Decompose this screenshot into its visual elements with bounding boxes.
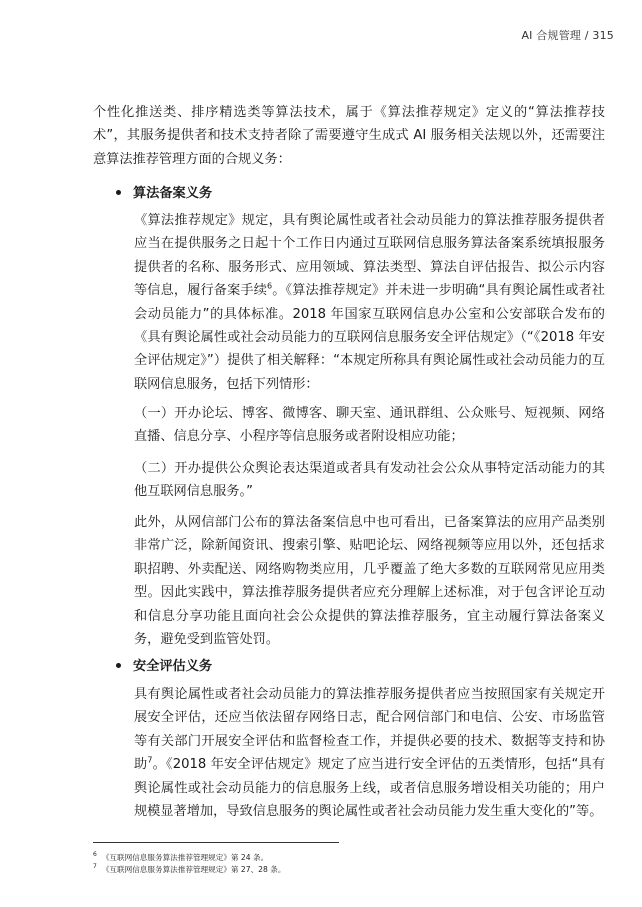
footnote-number: 7 (93, 863, 97, 871)
footnote-number: 6 (93, 851, 97, 859)
section-heading-security-assessment (116, 656, 212, 678)
bullet-icon (116, 190, 121, 195)
bullet-icon (116, 663, 121, 668)
footnote-ref-7[interactable]: 7 (147, 755, 153, 765)
filing-text-part1: 《算法推荐规定》规定，具有舆论属性或者社会动员能力的算法推荐服务提供者应当在提供服务之日起十个工作日内通过互联网信息服务算法备案系统填报服务提供者的名称、服务形式、应用领域、算法类型、算法自评估报告、拟公示内容等信息，履行备案手续 (134, 213, 605, 299)
section-heading-algorithm-filing (116, 183, 212, 205)
footnote-divider (93, 842, 339, 843)
section-heading-label: 算法备案义务 (133, 186, 213, 201)
footnote-7 (93, 865, 285, 875)
list-item-2: （二）开办提供公众舆论表达渠道或者具有发动社会公众从事特定活动能力的其他互联网信息服务。” (134, 461, 605, 500)
footnote-text: 《互联网信息服务算法推荐管理规定》第 27、28 条。 (101, 865, 286, 874)
filing-text-part2: 。《算法推荐规定》并未进一步明确“具有舆论属性或者社会动员能力”的具体标准。2018 年国家互联网信息办公室和公安部联合发布的《具有舆论属性或社会动员能力的互联网信息服务安全评估规定》（“《2018 年安全评估规定》”）提供了相关解释：“本规定所称具有舆论属性或社会动员能力的互联网信息服务，包括下列情形： (134, 283, 605, 392)
assessment-text-part2: 。《2018 年安全评估规定》规定了应当进行安全评估的五类情形，包括“具有舆论属性或社会动员能力的信息服务上线，或者信息服务增设相关功能的；用户规模显著增加，导致信息服务的舆论属性或者社会动员能力发生重大变化的”等。 (134, 757, 606, 820)
section-heading-label: 安全评估义务 (133, 659, 213, 674)
assessment-paragraph (134, 683, 605, 823)
running-header: AI 合规管理 / 315 (521, 29, 614, 42)
filing-practice-paragraph: 此外，从网信部门公布的算法备案信息中也可看出，已备案算法的应用产品类别非常广泛，除新闻资讯、搜索引擎、贴吧论坛、网络视频等应用以外，还包括求职招聘、外卖配送、网络购物类应用，几乎覆盖了绝大多数的互联网常见应用类型。因此实践中，算法推荐服务提供者应充分理解上述标准，对于包含评论互动和信息分享功能且面向社会公众提供的算法推荐服务，宜主动履行算法备案义务，避免受到监管处罚。 (134, 515, 605, 648)
intro-paragraph: 个性化推送类、排序精选类等算法技术，属于《算法推荐规定》定义的“算法推荐技术”，其服务提供者和技术支持者除了需要遵守生成式 AI 服务相关法规以外，还需要注意算法推荐管理方面的合规义务： (93, 105, 605, 167)
footnote-text: 《互联网信息服务算法推荐管理规定》第 24 条。 (101, 853, 269, 862)
assessment-text-part1: 具有舆论属性或者社会动员能力的算法推荐服务提供者应当按照国家有关规定开展安全评估，还应当依法留存网络日志，配合网信部门和电信、公安、市场监管等有关部门开展安全评估和监督检查工作，并提供必要的技术、数据等支持和协助 (134, 687, 605, 773)
filing-paragraph (134, 209, 605, 396)
footnote-ref-6[interactable]: 6 (267, 281, 273, 291)
list-item-1: （一）开办论坛、博客、微博客、聊天室、通讯群组、公众账号、短视频、网络直播、信息分享、小程序等信息服务或者附设相应功能； (134, 406, 605, 445)
footnote-6 (93, 853, 268, 863)
